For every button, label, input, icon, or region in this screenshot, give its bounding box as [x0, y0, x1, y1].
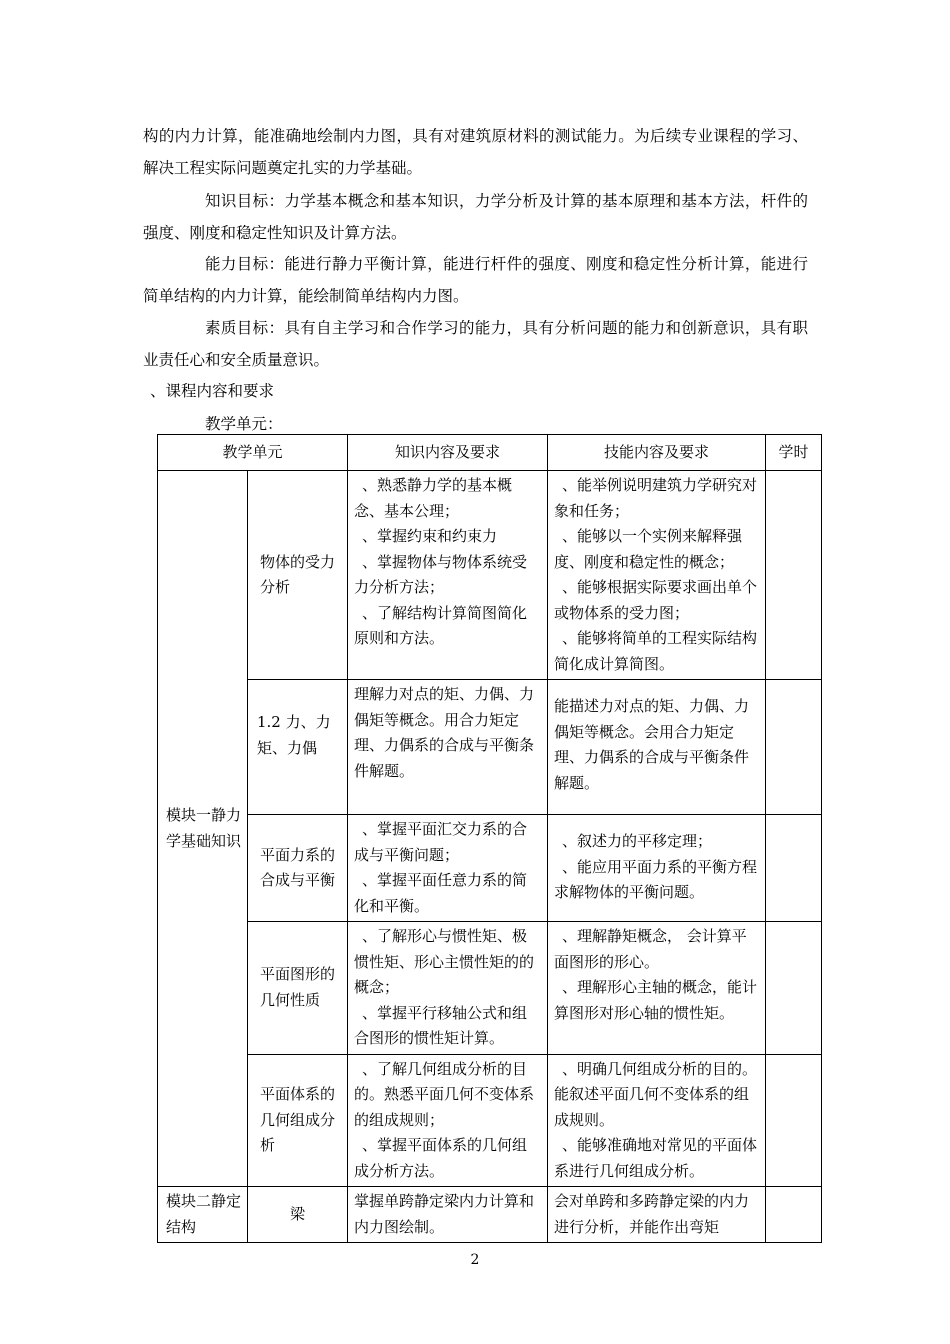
- knowledge-item: 、掌握平面任意力系的简化和平衡。: [354, 871, 528, 915]
- skill-item: 、能够将简单的工程实际结构简化成计算简图。: [554, 629, 758, 673]
- table-row: [158, 471, 822, 680]
- knowledge-item: 掌握单跨静定梁内力计算和内力图绘制。: [354, 1192, 535, 1236]
- module-two-cell: 模块二静定结构: [158, 1187, 248, 1243]
- course-content-table: [157, 434, 822, 1243]
- ability-goal-paragraph: 能力目标：能进行静力平衡计算，能进行杆件的强度、刚度和稳定性分析计算，能进行简单结构的内力计算，能绘制简单结构内力图。: [143, 255, 808, 305]
- hours-cell: [766, 922, 822, 1055]
- skills-cell: [548, 1054, 766, 1187]
- skill-item: 、能够根据实际要求画出单个或物体系的受力图；: [554, 578, 758, 622]
- skill-item: 能描述力对点的矩、力偶、力偶矩等概念。会用合力矩定理、力偶系的合成与平衡条件解题。: [554, 697, 750, 792]
- table-row: [158, 1187, 822, 1243]
- header-hours: 学时: [766, 435, 822, 471]
- hours-cell: [766, 680, 822, 815]
- skill-item: 、能够准确地对常见的平面体系进行几何组成分析。: [554, 1136, 758, 1180]
- knowledge-item: 、了解形心与惯性矩、极惯性矩、形心主惯性矩的的概念；: [354, 927, 535, 996]
- skill-item: 、能应用平面力系的平衡方程求解物体的平衡问题。: [554, 857, 758, 901]
- knowledge-cell: [348, 922, 548, 1055]
- module-one-cell: 模块一静力学基础知识: [158, 471, 248, 1187]
- skill-item: 、能举例说明建筑力学研究对象和任务；: [554, 476, 758, 520]
- hours-cell: [766, 471, 822, 680]
- knowledge-item: 、掌握平面汇交力系的合成与平衡问题；: [354, 820, 528, 864]
- skills-cell: [548, 815, 766, 922]
- skill-item: 、理解静矩概念， 会计算平面图形的形心。: [554, 927, 747, 971]
- skills-cell: [548, 680, 766, 815]
- header-knowledge: 知识内容及要求: [348, 435, 548, 471]
- knowledge-cell: [348, 680, 548, 815]
- page-number: 2: [470, 1252, 480, 1268]
- skill-item: 、明确几何组成分析的目的。能叙述平面几何不变体系的组成规则。: [554, 1059, 758, 1129]
- intro-paragraph: 构的内力计算，能准确地绘制内力图，具有对建筑原材料的测试能力。为后续专业课程的学习、解决工程实际问题奠定扎实的力学基础。: [143, 127, 808, 177]
- sub-unit-cell: 平面图形的几何性质: [248, 922, 348, 1055]
- knowledge-item: 、熟悉静力学的基本概念、基本公理；: [354, 476, 513, 520]
- header-teaching-unit: 教学单元: [158, 435, 348, 471]
- table-row: [158, 1054, 822, 1187]
- skills-cell: [548, 471, 766, 680]
- header-skills: 技能内容及要求: [548, 435, 766, 471]
- knowledge-cell: [348, 815, 548, 922]
- quality-goal-paragraph: 素质目标：具有自主学习和合作学习的能力，具有分析问题的能力和创新意识，具有职业责任心和安全质量意识。: [143, 319, 808, 369]
- table-row: [158, 815, 822, 922]
- sub-unit-cell: 物体的受力分析: [248, 471, 348, 680]
- skills-cell: [548, 1187, 766, 1243]
- knowledge-goal-paragraph: 知识目标：力学基本概念和基本知识，力学分析及计算的基本原理和基本方法，杆件的强度、刚度和稳定性知识及计算方法。: [143, 192, 808, 242]
- skill-item: 、理解形心主轴的概念，能计算图形对形心轴的惯性矩。: [554, 978, 758, 1022]
- sub-unit-cell: 梁: [248, 1187, 348, 1243]
- skill-item: 、叙述力的平移定理；: [562, 832, 713, 850]
- table-row: [158, 922, 822, 1055]
- knowledge-cell: [348, 1054, 548, 1187]
- skill-item: 会对单跨和多跨静定梁的内力进行分析，并能作出弯矩: [554, 1192, 750, 1236]
- section-heading: 、课程内容和要求: [150, 382, 275, 400]
- knowledge-cell: [348, 471, 548, 680]
- knowledge-item: 、掌握约束和约束力: [362, 527, 498, 545]
- knowledge-item: 、掌握平行移轴公式和组合图形的惯性矩计算。: [354, 1003, 528, 1047]
- skill-item: 、能够以一个实例来解释强度、刚度和稳定性的概念；: [554, 527, 743, 571]
- hours-cell: [766, 1187, 822, 1243]
- knowledge-item: 、了解结构计算简图简化原则和方法。: [354, 603, 528, 647]
- skills-cell: [548, 922, 766, 1055]
- knowledge-item: 、掌握物体与物体系统受力分析方法；: [354, 552, 528, 596]
- sub-unit-cell: 平面力系的合成与平衡: [248, 815, 348, 922]
- hours-cell: [766, 1054, 822, 1187]
- hours-cell: [766, 815, 822, 922]
- knowledge-item: 、掌握平面体系的几何组成分析方法。: [354, 1136, 528, 1180]
- sub-unit-cell: 1.2 力、力矩、力偶: [248, 680, 348, 815]
- sub-unit-cell: 平面体系的几何组成分析: [248, 1054, 348, 1187]
- table-header-row: [158, 435, 822, 471]
- table-row: [158, 680, 822, 815]
- knowledge-item: 理解力对点的矩、力偶、力偶矩等概念。用合力矩定理、力偶系的合成与平衡条件解题。: [354, 685, 535, 780]
- knowledge-item: 、了解几何组成分析的目的。熟悉平面几何不变体系的组成规则；: [354, 1059, 535, 1129]
- table-caption: 教学单元：: [205, 415, 283, 433]
- knowledge-cell: [348, 1187, 548, 1243]
